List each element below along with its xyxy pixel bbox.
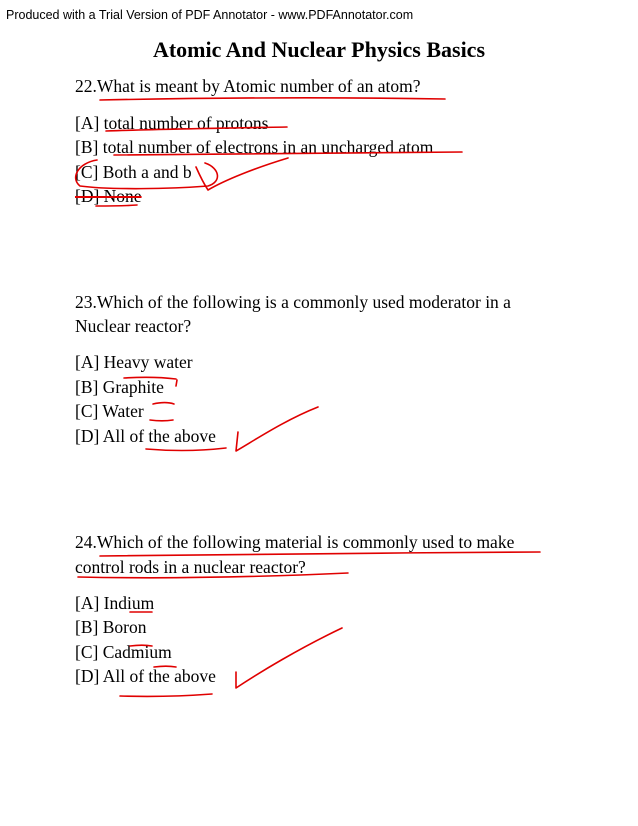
- question-22-option-a: [A] total number of protons: [75, 113, 269, 133]
- tick-graphite: [176, 380, 177, 386]
- underline-water-2: [150, 420, 173, 421]
- question-23-option-b: [B] Graphite: [75, 377, 164, 397]
- question-23-option-a: [A] Heavy water: [75, 352, 193, 372]
- question-24-option-d: [D] All of the above: [75, 666, 216, 686]
- trial-watermark: Produced with a Trial Version of PDF Annotator - www.PDFAnnotator.com: [6, 8, 414, 22]
- question-24-option-c: [C] Cadmium: [75, 642, 172, 662]
- question-23-option-c: [C] Water: [75, 401, 144, 421]
- question-22-option-d: [D] None: [75, 186, 142, 206]
- underline-all-above-23: [146, 448, 226, 450]
- question-24-text-line-1: 24.Which of the following material is commonly used to make: [75, 532, 515, 552]
- question-22-text: 22.What is meant by Atomic number of an atom?: [75, 76, 421, 96]
- question-24-text-line-2: control rods in a nuclear reactor?: [75, 557, 306, 577]
- tick-question-24: [236, 628, 342, 688]
- question-22-option-c: [C] Both a and b: [75, 162, 192, 182]
- underline-water: [153, 403, 174, 405]
- tick-option-c: [196, 158, 288, 190]
- question-24-option-a: [A] Indium: [75, 593, 155, 613]
- question-24-option-b: [B] Boron: [75, 617, 147, 637]
- question-23-text-line-2: Nuclear reactor?: [75, 316, 192, 336]
- question-22-option-b: [B] total number of electrons in an uncharged atom: [75, 137, 434, 157]
- question-23-option-d: [D] All of the above: [75, 426, 216, 446]
- tick-question-23: [236, 407, 318, 451]
- underline-question-24: [100, 552, 540, 556]
- question-23-text-line-1: 23.Which of the following is a commonly used moderator in a: [75, 292, 511, 312]
- page-title: Atomic And Nuclear Physics Basics: [152, 37, 486, 62]
- underline-question-22: [100, 98, 445, 100]
- underline-all-above-24: [120, 694, 212, 696]
